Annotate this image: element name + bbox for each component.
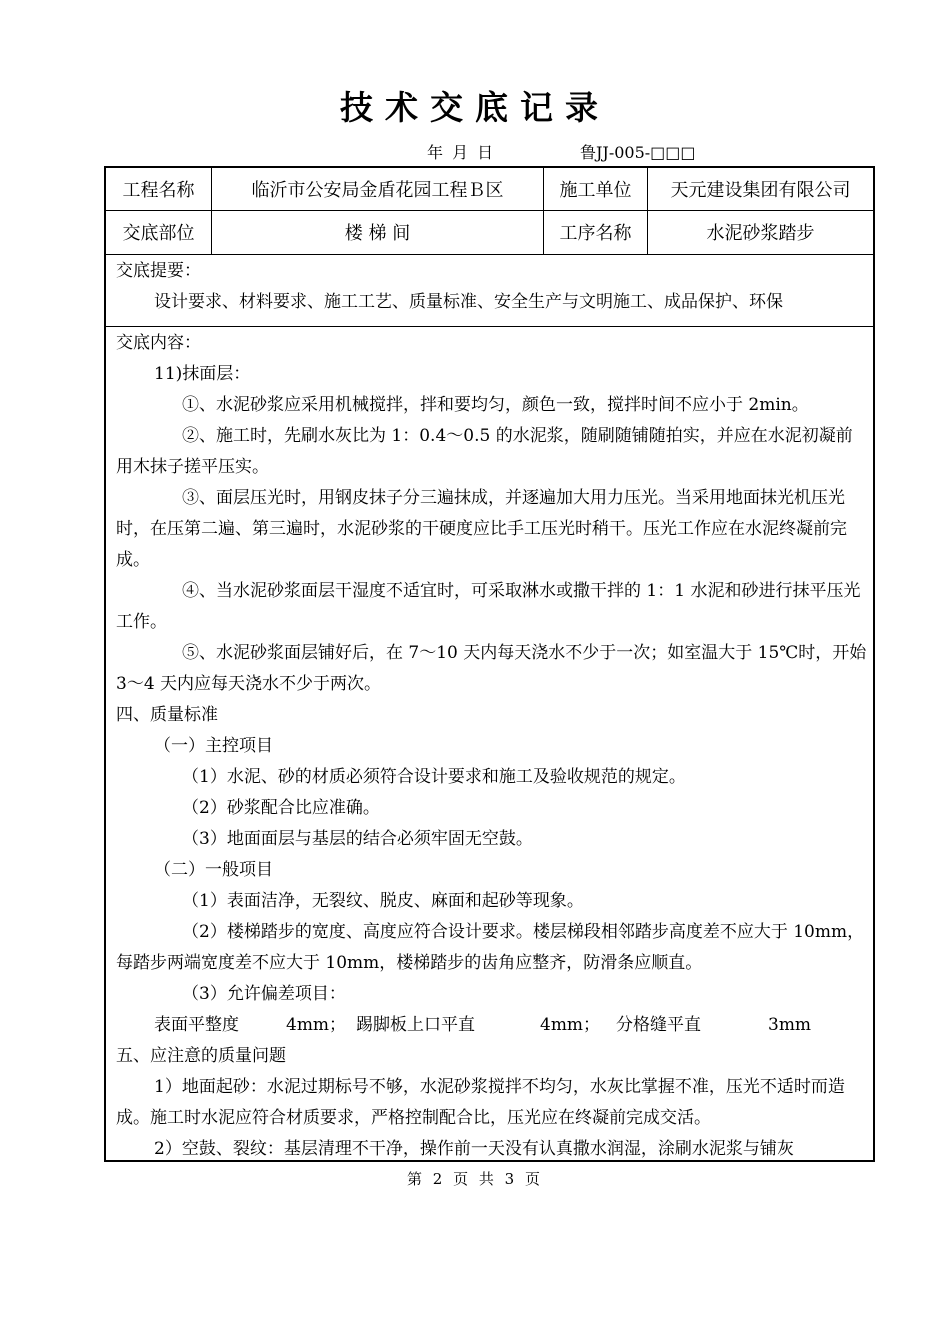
contractor-label: 施工单位 — [559, 180, 632, 201]
header-row-project — [106, 168, 873, 210]
paragraph: ⑤、水泥砂浆面层铺好后，在 7～10 天内每天浇水不少于一次；如室温大于 15℃时，开始 3～4 天内应每天浇水不少于两次。 — [116, 643, 867, 694]
subsection-heading: （一）主控项目 — [154, 736, 273, 756]
subsection-heading: （二）一般项目 — [154, 860, 273, 880]
document-code: 鲁JJ-005-□□□ — [580, 143, 696, 162]
tolerance-value: 3mm — [768, 1015, 812, 1035]
section-heading: 五、应注意的质量问题 — [116, 1046, 286, 1066]
content-label: 交底内容： — [116, 333, 201, 353]
tolerance-value: 4mm； — [286, 1015, 347, 1035]
paragraph: ③、面层压光时，用钢皮抹子分三遍抹成，并逐遍加大用力压光。当采用地面抹光机压光时，在压第二遍、第三遍时，水泥砂浆的干硬度应比手工压光时稍干。压光工作应在水泥终凝前完成。 — [116, 488, 847, 570]
list-item: （2）砂浆配合比应准确。 — [182, 798, 380, 818]
tolerance-item: 分格缝平直 — [616, 1015, 701, 1035]
row-divider — [106, 254, 873, 255]
process-value: 水泥砂浆踏步 — [706, 223, 815, 244]
project-name-value: 临沂市公安局金盾花园工程Ｂ区 — [251, 180, 504, 201]
summary-text: 设计要求、材料要求、施工工艺、质量标准、安全生产与文明施工、成品保护、环保 — [154, 292, 783, 312]
tolerance-row — [116, 1010, 868, 1041]
header-row-location — [106, 211, 873, 253]
contractor-value: 天元建设集团有限公司 — [670, 180, 851, 201]
paragraph: 2）空鼓、裂纹：基层清理不干净，操作前一天没有认真撒水润湿，涂刷水泥浆与铺灰 — [154, 1139, 794, 1159]
section-heading: 四、质量标准 — [116, 705, 218, 725]
date-label: 年 月 日 — [427, 143, 496, 162]
location-label: 交底部位 — [122, 223, 195, 244]
row-divider — [106, 326, 873, 327]
project-name-label: 工程名称 — [122, 180, 195, 201]
process-label: 工序名称 — [559, 223, 632, 244]
record-table — [104, 166, 875, 1162]
document-title: 技术交底记录 — [340, 88, 610, 127]
list-item: （2）楼梯踏步的宽度、高度应符合设计要求。楼层梯段相邻踏步高度差不应大于 10mm，每踏步两端宽度差不应大于 10mm，楼梯踏步的齿角应整齐，防滑条应顺直。 — [116, 922, 865, 973]
list-item: （1）表面洁净，无裂纹、脱皮、麻面和起砂等现象。 — [182, 891, 584, 911]
content-body — [116, 359, 868, 1165]
paragraph: 1）地面起砂：水泥过期标号不够，水泥砂浆搅拌不均匀，水灰比掌握不准，压光不适时而造成。施工时水泥应符合材质要求，严格控制配合比，压光应在终凝前完成交活。 — [116, 1077, 845, 1128]
tolerance-item: 表面平整度 — [154, 1015, 239, 1035]
paragraph: ④、当水泥砂浆面层干湿度不适宜时，可采取淋水或撒干拌的 1：1 水泥和砂进行抹平压光工作。 — [116, 581, 861, 632]
paragraph: 11)抹面层： — [154, 364, 251, 384]
paragraph: ①、水泥砂浆应采用机械搅拌，拌和要均匀，颜色一致，搅拌时间不应小于 2min。 — [182, 395, 809, 415]
location-value: 楼 梯 间 — [344, 223, 411, 244]
page-footer: 第 2 页 共 3 页 — [407, 1170, 543, 1188]
tolerance-item: 踢脚板上口平直 — [356, 1015, 475, 1035]
tolerance-value: 4mm； — [540, 1015, 601, 1035]
list-item: （1）水泥、砂的材质必须符合设计要求和施工及验收规范的规定。 — [182, 767, 686, 787]
paragraph: ②、施工时，先刷水灰比为 1：0.4～0.5 的水泥浆，随刷随铺随拍实，并应在水泥初凝前用木抹子搓平压实。 — [116, 426, 853, 477]
list-item: （3）允许偏差项目： — [182, 984, 346, 1004]
list-item: （3）地面面层与基层的结合必须牢固无空鼓。 — [182, 829, 533, 849]
summary-label: 交底提要： — [116, 261, 201, 281]
